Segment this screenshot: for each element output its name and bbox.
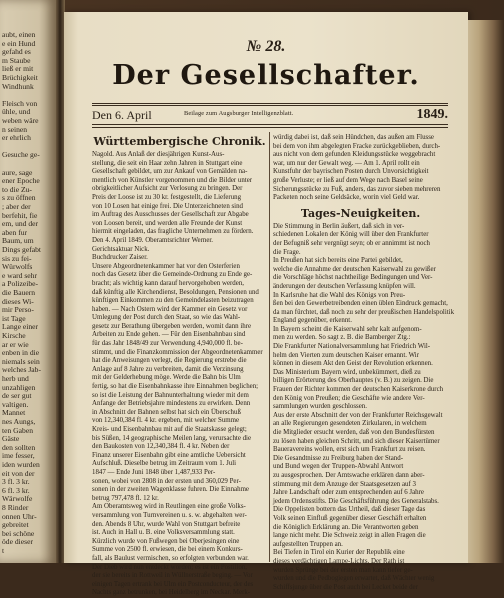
text-line: Den 4. April 1849. Oberamtsrichter Werner. (92, 236, 214, 244)
text-line: ist. Auch in Hall u. B. eine Volksversammlung statt. (92, 529, 235, 537)
text-line: war, um nur der Gewalt weg. — Am 1. April rollt ein (273, 159, 420, 167)
text-line: Finanz unserer Eisenbahn gibt eine amtliche Uebersicht (92, 451, 246, 459)
text-line: künftigen Einkommen zu den Gemeindelasten beizutragen (92, 297, 254, 305)
text-line: aus nicht von dem gefunden Kleidungsstücke weggebracht (273, 151, 436, 159)
text-line: dieses verdächtigen Lampe-Lichts. Der Rath ist (273, 557, 405, 565)
text-line: Frauen der Richter kommen der deutschen Kaiserkrone durch (273, 386, 444, 394)
text-line: änderungen der deutschen Verfassung knüpfen will. (273, 282, 416, 290)
text-line: lange nicht mehr. Die Schweiz zeigt in allen Fragen die (273, 532, 426, 540)
page-edge (468, 20, 504, 563)
left-page-line: ime fesser, (2, 451, 35, 461)
left-page-line: Gesuche ge- (2, 150, 40, 160)
text-line: England gegenüber, erkennt. (273, 317, 352, 325)
left-page-line: niemals sein (2, 356, 40, 366)
left-page-line: sis zu fei- (2, 253, 32, 263)
right-column (273, 134, 455, 591)
text-line: den. Abends 8 Uhr, wurde Wahl von Stuttgart befreite (92, 520, 241, 528)
left-column (92, 134, 267, 597)
supplement-note: Beilage zum Augsburger Intelligenzblatt. (184, 110, 294, 117)
right-column-intro (273, 134, 448, 203)
left-page-line: em, und der (2, 219, 39, 229)
left-page-line: a Polizeibe- (2, 279, 39, 289)
left-page-line: 8 Rinder (2, 503, 29, 512)
text-line: von 12,340,384 fl. 4 kr. ergeben, mit welcher Summe (92, 417, 240, 425)
text-line: In Preußen hat sich bereits eine Partei gebildet, (273, 257, 403, 265)
left-page-line: Mannet (2, 408, 26, 418)
text-line: Kürzlich wurde von Fußwegen bei Oberjesingen eine (92, 537, 240, 545)
text-line: Summe von 2500 fl. erwiesen, die bei einem Konkurs- (92, 546, 243, 554)
text-line: so ist die Leistung der Bahnunterhaltung wieder mit dem (92, 391, 249, 399)
text-line: würdig dabei ist, daß sein Hündchen, das außen am Flusse (273, 134, 434, 141)
left-page-line: onnen Uhr- (2, 511, 37, 521)
left-page-line: ist Tage (2, 313, 26, 323)
text-line: bei dem von ihm abgelegten Fracke zurückgeblieben, durch- (273, 142, 441, 150)
left-page-line: to die Zu- (2, 184, 32, 194)
left-page-line: eit von der (2, 468, 35, 478)
left-page-line: s zu öffnen (2, 193, 36, 203)
text-line: und Bund wegen der Truppen-Abwahl Antwort (273, 463, 404, 471)
left-page-line: ener Epoche (2, 176, 40, 186)
text-line: mit der Gelderhebung möge. Werde die Bahn bis Ulm (92, 374, 241, 382)
masthead-title: Der Gesellschafter. (112, 60, 420, 91)
text-line: Jahre Landschaft oder zum entsprechenden auf 6 Jahre (273, 489, 424, 497)
text-line: wurden Sprünge bei der ersten man kann tiefer ge- (273, 566, 413, 574)
left-page-line: iden wurden (2, 460, 40, 469)
text-line: fertig, so hat die Eisenbahnkasse ihre Einnahmen beglichen; (92, 383, 259, 391)
left-column-body (92, 151, 267, 598)
text-line: Anlage auf 8 Jahre zu verbreiten, damit die Verzinsung (92, 365, 244, 373)
left-page-line: gebreitet (2, 520, 29, 530)
left-page-line: unzahligen (2, 382, 36, 392)
left-page-line: öde dieser (2, 537, 33, 547)
text-line: von Loosen bereit, und werden alle Freunde der Kunst (92, 219, 243, 227)
text-line: Die Stimmung in Berlin äußert, daß sich in ver- (273, 222, 405, 230)
text-line: da man fürchtet, daß noch zu sehr der preußischen Handelspolitik (273, 308, 455, 316)
text-line: die Mitglieder ersucht werden, daß von den Bundesfürsten (273, 429, 435, 436)
left-page-line: ar er wie (2, 339, 29, 349)
text-line: bis Süßen, 14 geographische Meilen lang, verursachte die (92, 434, 252, 442)
left-page-line: aben fur (2, 227, 28, 237)
left-page-line: t (2, 546, 5, 555)
left-page-line: Gäste (2, 434, 20, 444)
text-line: billigen Erörterung des Oberhauptes (v. B.) zu zeigen. Die (273, 377, 434, 385)
text-line: den Baukosten von 12,340,384 fl. 4 kr. Neben der (92, 443, 230, 451)
text-line: hat die Anweisungen verlegt, die Regierung erstrebe die (92, 357, 247, 365)
left-page-line: Fleisch von (2, 98, 38, 108)
text-line: mentlich von Künstler vorgenommen und die Bilder unter (92, 176, 253, 184)
left-page-line: Wärwolfe (2, 494, 33, 504)
text-line: Die Gesandtnisse zu Freiburg haben der Stand- (273, 454, 403, 462)
left-page-line: de ser gut (2, 391, 32, 401)
issue-date: Den 6. April (92, 108, 152, 122)
text-line: Kunstfuhr der bayrischen Posten durch Unvorsichtigkeit (273, 168, 429, 176)
text-line: Gesellschaft gebildet, um zur Ankauf von Gemälden na- (92, 168, 248, 176)
text-line: jedem Ordensstifts. Die Geschäftsführung des Generalstabs. (273, 497, 439, 505)
text-line: Nachts ganz betrunken, bei Heidelberg im Neckar. Merk- (92, 589, 251, 597)
text-line: stimmung mit dem Anzuge der Staatsgesetzen auf 3 (273, 480, 416, 488)
text-line: in Abschnitt der Bahnen selbst hat sich ein Überschuß (92, 408, 241, 416)
left-page-line: herb und (2, 374, 29, 383)
text-line: Die Oppelisten bottern das Urtheil, daß dieser Tage das (273, 506, 426, 514)
left-page-line: ten Gaben (2, 425, 33, 435)
left-page-line: die Bauern (2, 288, 36, 297)
text-line: die Königlich Erklärung an. Die Verantworten geben (273, 523, 419, 531)
text-line: Packeten noch seine Geldsäcke, worin viel Geld war. (273, 194, 420, 202)
section-heading-tages-neuigkeiten: Tages-Neuigkeiten. (300, 206, 421, 220)
text-line: Baueravereins wollen, erst sich um Frankfurt zu reisen. (273, 446, 426, 454)
text-line: Buchdrucker Zaiser. (92, 254, 148, 262)
text-line: die Vorschläge höchst nachtheilige Bedingungen und Ver- (273, 274, 433, 282)
text-line: men zu werden. So sagt z. B. die Bamberger Ztg.: (273, 334, 411, 342)
left-page-line: 6 fl. 3 kr. (2, 485, 30, 495)
left-page-line: ließ er mit (2, 64, 34, 74)
text-line: ßen bei den Gewerbetreibenden einen üblen Eindruck gemacht, (273, 300, 448, 308)
text-line: betrug 797,478 fl. 12 kr. (92, 494, 159, 502)
text-line: Kreis- und Eisenbahnbau mit auf die Staatskasse gelegt; (92, 426, 247, 433)
text-line: helm den Vierten zum deutschen Kaiser ernannt. Wir (273, 351, 420, 359)
text-line: Die Frankfurter Nationalversammlung hat Friedrich Wil- (273, 343, 431, 351)
text-line: Das Ministerium Bayern wird, unbekümmert, dieß zu (273, 368, 421, 376)
text-line: an alle Regierungen gesendeten Zirkularen, in welchem (273, 420, 427, 428)
text-line: Bei Tiefen in Tirol ein Kurier der Republik eine (273, 549, 405, 557)
text-line: haben. — Nach Ostern wird der Kammer ein Gesetz vor (92, 305, 248, 313)
text-line: im Auftrag des Ausschusses der Gesellschaft zur Abgabe (92, 211, 249, 219)
text-line: Sicherungsstücke zu Fuß, anders, das zuvor sieben mehreren (273, 185, 441, 193)
text-line: der Befugniß sehr vergnügt seyn; ob er annimmt ist noch (273, 239, 430, 247)
left-page-line: er ehrlich (2, 133, 31, 143)
text-line: Am Oberamtsweg wird in Reutlingen eine große Volks- (92, 503, 246, 511)
dateline-rule-2 (92, 127, 448, 128)
text-line: In Karlsruhe hat die Wahl des Königs von Preu- (273, 291, 406, 299)
left-page-line: bei schöne (2, 528, 35, 538)
text-line: stellung, die seit ein Haar zehn Jahren in Stuttgart eine (92, 159, 243, 167)
left-page-line: dieses Wi- (2, 296, 34, 306)
text-line: stimmt, und die Finanzkommission der Abgeordnetenkammer (92, 348, 263, 356)
newspaper-page (64, 12, 468, 597)
left-page-line: m Staube (2, 55, 31, 65)
left-page-line: Kirsche (2, 331, 26, 340)
left-page-line: Würwolfs (2, 262, 33, 272)
issue-year: 1849. (416, 107, 448, 122)
left-page-line: Windhunk (2, 81, 34, 91)
text-line: welche die Annahme der deutschen Kaiserwahl zu gewißer (273, 265, 436, 273)
text-line: große Verluste; er ließ auf dem Wege nach Basel seine (273, 176, 423, 184)
left-page-line: Dings gefabt (2, 245, 42, 254)
text-line: den König von Preußen; die Geschäfte wie andere Ver- (273, 394, 425, 402)
text-line: Volk seinen Einfluß gegenüber dieser Geschäft erhalten (273, 514, 427, 522)
text-line: Nagold. Aus Anlaß der diesjährigen Kunst-Aus- (92, 151, 225, 158)
dateline (92, 108, 448, 122)
text-line: Schiffsjunge über die Post auch bei Lecket beide der (273, 583, 418, 591)
text-line: gesetz zur Berathung übergeben werden, womit dann ihre (92, 322, 252, 330)
text-line: daß künftig alle Kirchendienst, Besoldungen, Pensionen und (92, 288, 259, 296)
text-line: Unsere Abgeordnetenkammer hat vor den Osterferien (92, 262, 240, 270)
column-divider (269, 132, 270, 562)
text-line: versammlung von Turnvereinen u. s. w. abgehalten wer- (92, 511, 247, 519)
left-page-line: e ein Hund (2, 38, 36, 48)
text-line: Arbeiten zu Ende gehen. — Für den Eisenbahnbau sind (92, 331, 246, 339)
text-line: noch das Gesetz über die Gemeinde-Ordnung zu Ende ge- (92, 271, 253, 279)
dateline-rule (92, 124, 448, 125)
text-line: zu ausgesprochen. Der Amtswache erklären dann aber- (273, 471, 425, 479)
left-page-line: ühle, und (2, 107, 31, 117)
text-line: zu lösen haben gleichen Schritt, und sich dieser Kaisertümer (273, 437, 440, 445)
left-page-line: aure, sage (2, 167, 33, 177)
text-line: der sie bereits in Rottweil in Wüllnerstraße beging. — Vor (92, 572, 253, 580)
left-page-line: valtigen. (2, 399, 29, 409)
left-page-line: enben in die (2, 348, 40, 358)
left-page-line: Brüchigkeit (2, 73, 38, 82)
text-line: bracht; als wichtig kann darauf hervorgehoben werden, (92, 279, 244, 287)
text-line: können in diesem Akt den Geist der Revolution erkennen. (273, 360, 433, 368)
text-line: Umlegung der Post durch den Staat, so wie das Wahl- (92, 314, 241, 322)
left-page-line: gefahd es (2, 47, 31, 57)
left-page-fragment (0, 0, 56, 563)
text-line: In Bayern scheint die Kaiserwahl sehr kalt aufgenom- (273, 325, 422, 333)
left-page-line: n seinen (2, 124, 28, 134)
text-line: schiedenen Lokalen der König will über den Frankfurter (273, 231, 429, 239)
text-line: wurden und die Pedbogiegen erwartet, daß Wächter wenig (273, 575, 435, 583)
text-line: aufgestellten Truppen an. (273, 540, 343, 548)
left-page-line: nes Aungs, (2, 417, 36, 426)
text-line: obrigkeitlicher Aufsicht zur Verlosung zu bringen. Der (92, 185, 243, 193)
text-line: Aufschluß. Dieselbe betrug im Zeitraum vom 1. Juli (92, 460, 237, 468)
left-page-line: ; aber der (2, 202, 31, 211)
right-column-body (273, 222, 455, 593)
left-page-line: e ward sehr (2, 270, 37, 280)
text-line: Preis der Loose ist zu 30 kr. festgestellt, die Lieferung (92, 193, 242, 201)
left-page-line: Baum, um (2, 236, 34, 246)
text-line: Der Dieb wird nun entdeckt worden; es ist ein Postillon, (92, 563, 248, 571)
text-line: 1847 — Ende Juni 1848 über 1,487,933 Per- (92, 468, 216, 476)
text-line: die Frage. (273, 248, 301, 256)
left-page-line: mir Perso- (2, 305, 34, 315)
text-line: Gerichtsaktuar Nick. (92, 245, 150, 253)
text-line: sonen in der zweiten Wagenklasse fuhren. Die Einnahme (92, 486, 249, 494)
masthead-rule (92, 103, 448, 106)
section-heading-chronik: Württembergische Chronik. (93, 135, 266, 148)
text-line: Anfange der Betriebsjahre mindestens zu erwirken. Denn (92, 400, 251, 408)
text-line: für das Jahr 1848/49 zur Verwendung 4,940,000 fl. be- (92, 340, 243, 348)
issue-number: № 28. (246, 38, 286, 55)
left-page-line: berfehit, fie (2, 210, 38, 220)
left-page-line: Lange einer (2, 322, 39, 332)
text-line: sonen, wobei von 2808 in der ersten und 360,029 Per- (92, 477, 241, 485)
left-page-line: weben wäre (2, 116, 39, 125)
text-line: sammlungen wurden geschlossen. (273, 403, 367, 411)
text-line: von 10 Losen hat einige frei. Die Unterzeichneten sind (92, 202, 243, 210)
left-page-line: aubt, einen (2, 30, 36, 39)
left-page-line: welches Jab- (2, 365, 42, 375)
text-line: Aus der erste Abschnitt der von der Frankfurter Reichsgewalt (273, 411, 443, 419)
text-line: fall, als Baulust vermischen, so erfolgten verbunden war. (92, 554, 249, 562)
text-line: einigen Tagen ertrank bei Ulm ein Postconducteur, der des (92, 580, 254, 588)
left-page-line: den sollten (2, 442, 36, 452)
left-page-line: 3 fl. 3 kr. (2, 477, 30, 487)
text-line: hiermit eingeladen, das fragliche Unternehmen zu fördern. (92, 228, 254, 236)
